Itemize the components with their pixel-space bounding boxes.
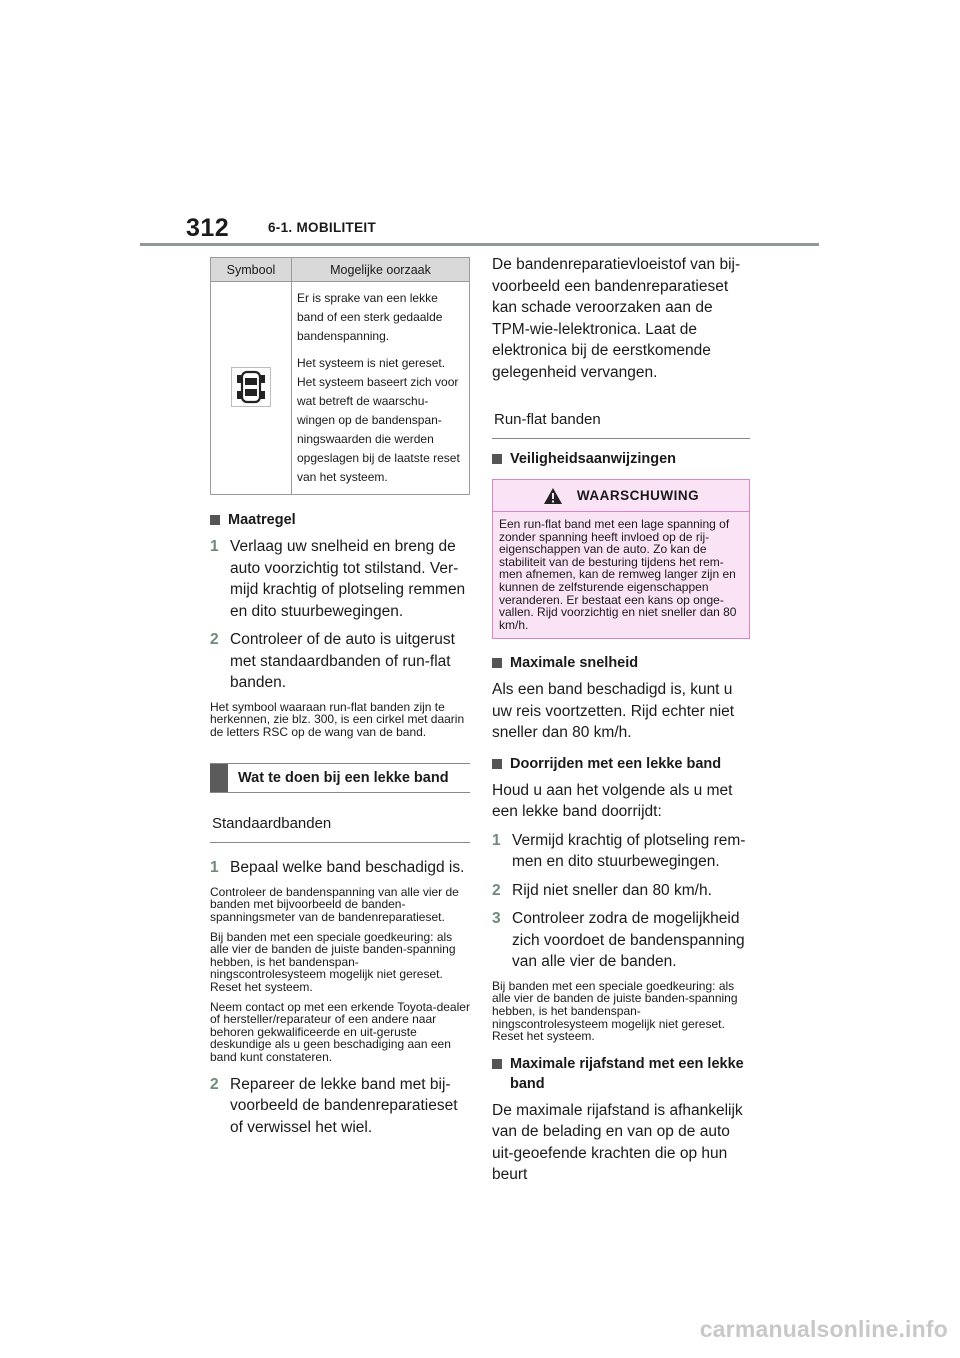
note-special-approval: Bij banden met een speciale goedkeuring: als alle vier de banden de juiste banden-spanning hebben, is het bandenspan-ningscontrolesysteem mogelijk niet gereset. Reset het systeem.: [492, 978, 738, 1044]
flat-step-2: 2 Rijd niet sneller dan 80 km/h.: [492, 881, 712, 899]
subheading-standard-tires: Standaardbanden: [210, 793, 470, 843]
cause-text-2: Het systeem is niet gereset. Het systeem baseert zich voor wat betreft de waarschu-wingen op de bandenspan-ningswaarden die werden opgeslagen bij de laatste reset van het systeem.: [297, 356, 460, 484]
heading-flat-driving: Doorrijden met een lekke band: [492, 754, 750, 774]
step-1: 1 Verlaag uw snelheid en breng de auto voorzichtig tot stilstand. Ver-mijd krachtig of plotseling remmen en dito stuurbewegingen.: [210, 538, 466, 620]
right-column: [492, 254, 750, 1186]
warning-text: Een run-flat band met een lage spanning of zonder spanning heeft invloed op de rij-eigenschappen van de auto. Zo kan de stabiliteit van de besturing tijdens het rem-men afnemen, kan de remweg langer zijn en kunnen de zelfsturende eigenschappen veranderen. Er bestaat een kans op onge-vallen. Rijd voorzichtig en niet sneller dan 80 km/h.: [499, 517, 737, 632]
max-range-text: De maximale rijafstand is afhankelijk van de belading en van op de auto uit-geoefende krachten die op hun beurt: [492, 1101, 743, 1184]
bullet-square: [492, 759, 502, 769]
note-a1: Controleer de bandenspanning van alle vier de banden met bijvoorbeeld de banden-spanningsmeter van de bandenreparatieset.: [210, 884, 459, 924]
max-speed-text: Als een band beschadigd is, kunt u uw reis voortzetten. Rijd echter niet sneller dan 80 km/h.: [492, 681, 735, 742]
watermark: carmanualsonline.info: [699, 1316, 948, 1342]
section-bar: [210, 764, 228, 792]
bullet-square: [492, 454, 502, 464]
note-a2: Bij banden met een speciale goedkeuring: als alle vier de banden de juiste banden-spanning hebben, is het bandenspan-ningscontrolesysteem mogelijk niet gereset. Reset het systeem.: [210, 929, 456, 994]
flat-step-1: 1 Vermijd krachtig of plotseling rem-men en dito stuurbewegingen.: [492, 831, 746, 871]
step-b: 2 Repareer de lekke band met bij-voorbeeld de bandenreparatieset of verwissel het wiel.: [210, 1075, 458, 1136]
section-title: 6-1. MOBILITEIT: [268, 220, 377, 235]
cause-text-1: Er is sprake van een lekke band of een sterk gedaalde bandenspanning.: [297, 291, 443, 343]
bullet-square: [492, 1059, 502, 1069]
header-divider: [140, 243, 819, 246]
cause-cell: [292, 282, 470, 495]
flat-step-3: 3 Controleer zodra de mogelijkheid zich voordoet de bandenspanning van alle vier de banden.: [492, 910, 745, 971]
symbol-table: [210, 257, 470, 495]
heading-safety: Veiligheidsaanwijzingen: [492, 449, 750, 469]
section-box-title: Wat te doen bij een lekke band: [238, 770, 449, 787]
note-runflat: Het symbool waaraan run-flat banden zijn te herkennen, zie blz. 300, is een cirkel met daarin de letters RSC op de wang van de band.: [210, 699, 465, 739]
symbol-cell: [211, 282, 292, 495]
warning-triangle-icon: [543, 487, 563, 505]
heading-max-speed: Maximale snelheid: [492, 653, 750, 673]
intro-paragraph: De bandenreparatievloeistof van bij-voorbeeld een bandenreparatieset kan schade veroorzaken aan de TPM-wie-lelektronica. Laat de elektronica bij de eerstkomende gelegenheid vervangen.: [492, 256, 741, 381]
column-header-cause: Mogelijke oorzaak: [292, 258, 470, 282]
flat-driving-text: Houd u aan het volgende als u met een lekke band doorrijdt:: [492, 781, 733, 821]
heading-maatregel: Maatregel: [210, 510, 470, 530]
step-a: 1 Bepaal welke band beschadigd is.: [210, 859, 465, 877]
tire-pressure-warning-icon: [231, 367, 271, 407]
step-2: 2 Controleer of de auto is uitgerust met standaardbanden of run-flat banden.: [210, 631, 455, 691]
bullet-square: [492, 658, 502, 668]
left-column: [210, 257, 470, 1145]
warning-box: [492, 479, 750, 639]
section-box-flat-tire: [210, 763, 470, 793]
subheading-runflat: Run-flat banden: [492, 383, 750, 439]
heading-max-range: Maximale rijafstand met een lekke band: [492, 1054, 750, 1094]
bullet-square: [210, 515, 220, 525]
warning-title: WAARSCHUWING: [576, 488, 700, 503]
column-header-symbol: Symbool: [211, 258, 292, 282]
note-a3: Neem contact op met een erkende Toyota-dealer of hersteller/reparateur of een andere naar behoren gekwalificeerde en uit-geruste deskundige als u geen beschadiging aan een band kunt constateren.: [210, 999, 470, 1064]
warning-header: [493, 480, 749, 512]
page-number: 312: [186, 214, 230, 242]
